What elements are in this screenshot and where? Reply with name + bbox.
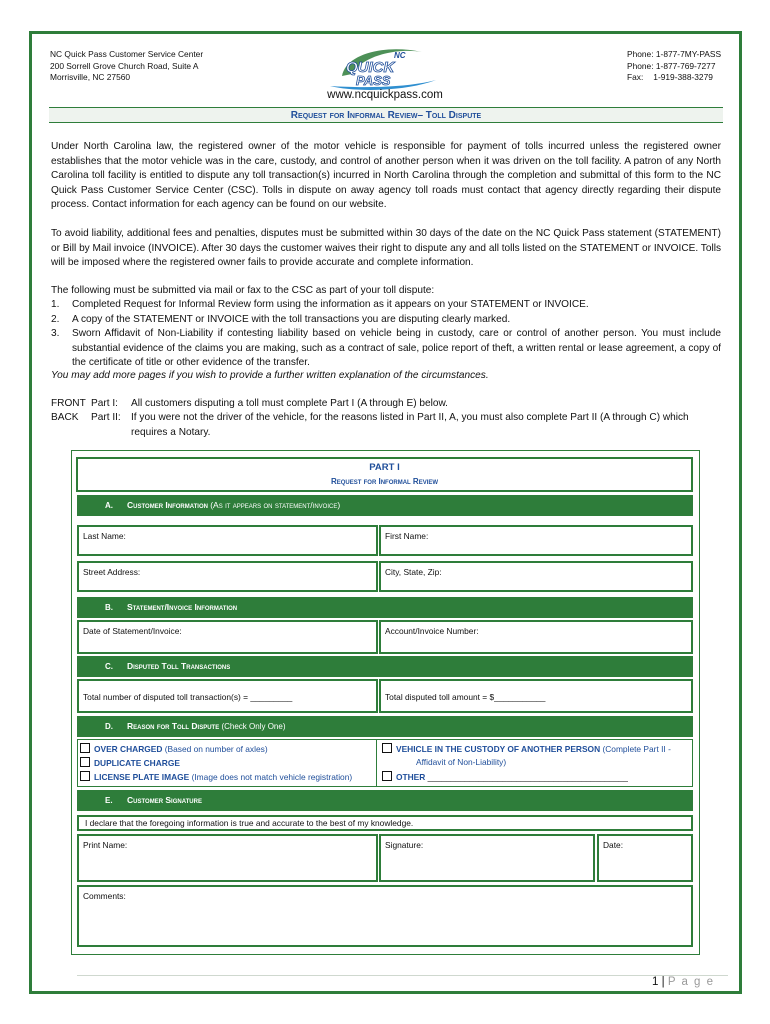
- other-checkbox[interactable]: [382, 771, 392, 781]
- logo-nc-text: NC: [394, 51, 406, 60]
- field-label: Total number of disputed toll transaction(s) = _________: [83, 692, 293, 702]
- section-b-header: [77, 597, 693, 618]
- intro-paragraph: Under North Carolina law, the registered owner of the motor vehicle is responsible for payment of tolls incurred unless the registered owner establishes that the motor vehicle was in the care, custody, and control of another person when it was driven on the toll facility. A patron of any North Carolina toll facility is entitled to dispute any toll transaction(s) incurred in North Carolina through the completion and submittal of this form to the NC Quick Pass Customer Service Center (CSC). Tolls in dispute on away agency toll roads must contact that agency directly regarding their dispute process. Contact information for each agency can be found on our website.: [51, 141, 721, 211]
- comments-field[interactable]: [77, 885, 693, 947]
- address-line: NC Quick Pass Customer Service Center: [50, 49, 204, 59]
- section-title: Statement/Invoice Information: [127, 602, 238, 612]
- reason-custody-note: [416, 757, 506, 767]
- reason-label: OTHER: [396, 772, 426, 782]
- section-letter: B.: [105, 603, 113, 612]
- other-input-line[interactable]: ___________________________________________: [427, 772, 628, 782]
- custody-checkbox[interactable]: [382, 743, 392, 753]
- reason-label: OVER CHARGED: [94, 744, 163, 754]
- footer-rule: [77, 975, 728, 976]
- list-item: [51, 313, 721, 328]
- list-item: [51, 327, 721, 371]
- phone-line: Phone: 1-877-769-7277: [627, 60, 716, 71]
- requirements-list: [51, 298, 721, 371]
- fax-line: [627, 72, 721, 84]
- part-title: PART I: [369, 462, 400, 473]
- logo-quick-text: QUICK: [346, 59, 395, 76]
- nc-quick-pass-logo: [324, 46, 442, 94]
- first-name-field[interactable]: [379, 525, 693, 556]
- section-title: Customer Information: [127, 500, 208, 510]
- field-label: Last Name:: [83, 531, 126, 541]
- reason-label: DUPLICATE CHARGE: [94, 758, 180, 768]
- reason-hint: (Based on number of axles): [164, 744, 268, 754]
- csc-address: [50, 49, 203, 84]
- part-label: Part II:: [91, 412, 121, 423]
- reason-divider: [376, 740, 377, 786]
- section-note: (Check Only One): [221, 722, 286, 731]
- phone-line: Phone: 1-877-7MY-PASS: [627, 49, 722, 59]
- section-a-header: [77, 495, 693, 516]
- logo-pass-text: PASS: [356, 73, 391, 88]
- reason-label: VEHICLE IN THE CUSTODY OF ANOTHER PERSON: [396, 744, 601, 754]
- section-title: Customer Signature: [127, 795, 202, 805]
- section-d-header: [77, 716, 693, 737]
- side-label: BACK: [51, 412, 79, 423]
- reason-label: LICENSE PLATE IMAGE: [94, 772, 190, 782]
- part-label: Part I:: [91, 398, 118, 409]
- field-label: Date:: [603, 840, 624, 850]
- date-field[interactable]: [597, 834, 693, 882]
- fax-number: 1-919-388-3279: [653, 72, 713, 82]
- field-label: Date of Statement/Invoice:: [83, 626, 182, 636]
- page-separator: |: [661, 976, 665, 988]
- address-line: 200 Sorrell Grove Church Road, Suite A: [50, 60, 199, 71]
- instruction-text: All customers disputing a toll must complete Part I (A through E) below.: [131, 398, 448, 409]
- reason-hint: (Complete Part II -: [602, 744, 671, 754]
- page-footer: [652, 976, 715, 988]
- section-e-header: [77, 790, 693, 811]
- page-word: P a g e: [667, 976, 715, 988]
- part-subtitle: Request for Informal Review: [330, 477, 439, 486]
- section-letter: C.: [105, 662, 113, 671]
- list-number: 2.: [51, 313, 60, 325]
- part1-header: [76, 457, 693, 492]
- account-number-field[interactable]: [379, 620, 693, 654]
- reason-duplicate[interactable]: [80, 757, 180, 768]
- field-label: First Name:: [385, 531, 429, 541]
- street-address-field[interactable]: [77, 561, 378, 592]
- liability-paragraph: To avoid liability, additional fees and penalties, disputes must be submitted within 30 days of the date on the NC Quick Pass statement (STATEMENT) or Bill by Mail invoice (INVOICE). After 30 days the customer waives their right to dispute any and all tolls listed on the STATEMENT or INVOICE. Tolls will be imposed where the registered owner fails to provide accurate and complete information.: [51, 228, 721, 269]
- statement-date-field[interactable]: [77, 620, 378, 654]
- total-transactions-field[interactable]: [77, 679, 378, 713]
- list-text: A copy of the STATEMENT or INVOICE with the toll transactions you are disputing clearly marked.: [72, 313, 511, 325]
- list-text: Sworn Affidavit of Non-Liability if contesting liability based on vehicle being in custody, care or control of another person. You must include substantial evidence of the claims you are making, such as a contract of sale, police report of theft, a written rental or lease agreement, a copy of the certificate of title or other evidence of the transfer.: [72, 328, 721, 369]
- field-label: Comments:: [83, 891, 126, 901]
- list-text: Completed Request for Informal Review form using the information as it appears on your STATEMENT or INVOICE.: [72, 299, 589, 310]
- section-letter: D.: [105, 722, 113, 731]
- page-number: 1: [652, 976, 659, 988]
- address-line: Morrisville, NC 27560: [50, 72, 131, 82]
- additional-pages-note: You may add more pages if you wish to provide a further written explanation of the circumstances.: [51, 370, 489, 381]
- section-title: Disputed Toll Transactions: [127, 661, 231, 671]
- side-label: FRONT: [51, 398, 86, 409]
- declaration-statement: I declare that the foregoing information is true and accurate to the best of my knowledge.: [77, 815, 693, 831]
- website-link[interactable]: www.ncquickpass.com: [327, 89, 443, 101]
- total-amount-field[interactable]: [379, 679, 693, 713]
- section-note: (As it appears on statement/invoice): [210, 500, 341, 510]
- section-c-header: [77, 656, 693, 677]
- field-label: Signature:: [385, 840, 424, 850]
- field-label: City, State, Zip:: [385, 567, 442, 577]
- list-number: 3.: [51, 328, 60, 340]
- reason-hint: Affidavit of Non-Liability): [416, 757, 507, 767]
- fax-label: Fax:: [627, 72, 644, 82]
- city-state-zip-field[interactable]: [379, 561, 693, 592]
- reason-custody[interactable]: [382, 743, 671, 754]
- section-letter: A.: [105, 501, 113, 510]
- requirements-intro: The following must be submitted via mail or fax to the CSC as part of your toll dispute:: [51, 285, 435, 296]
- list-number: 1.: [51, 299, 60, 310]
- instruction-text: If you were not the driver of the vehicle, for the reasons listed in Part II, A, you must also complete Part II (A through C) which requires a Notary.: [131, 412, 689, 438]
- section-title: Reason for Toll Dispute: [127, 721, 220, 731]
- form-title: Request for Informal Review– Toll Dispute: [49, 107, 723, 123]
- field-label: Total disputed toll amount = $___________: [385, 692, 546, 702]
- reason-overcharged[interactable]: [80, 743, 268, 754]
- reason-other[interactable]: [382, 771, 628, 782]
- field-label: Street Address:: [83, 567, 141, 577]
- reason-license-plate[interactable]: [80, 771, 352, 782]
- section-letter: E.: [105, 796, 113, 805]
- signature-field[interactable]: [379, 834, 595, 882]
- duplicate-checkbox[interactable]: [80, 757, 90, 767]
- license-plate-checkbox[interactable]: [80, 771, 90, 781]
- reason-hint: (Image does not match vehicle registration): [191, 772, 353, 782]
- field-label: Print Name:: [83, 840, 128, 850]
- contact-numbers: [627, 49, 721, 84]
- print-name-field[interactable]: [77, 834, 378, 882]
- field-label: Account/Invoice Number:: [385, 626, 479, 636]
- overcharged-checkbox[interactable]: [80, 743, 90, 753]
- last-name-field[interactable]: [77, 525, 378, 556]
- list-item: [51, 298, 721, 313]
